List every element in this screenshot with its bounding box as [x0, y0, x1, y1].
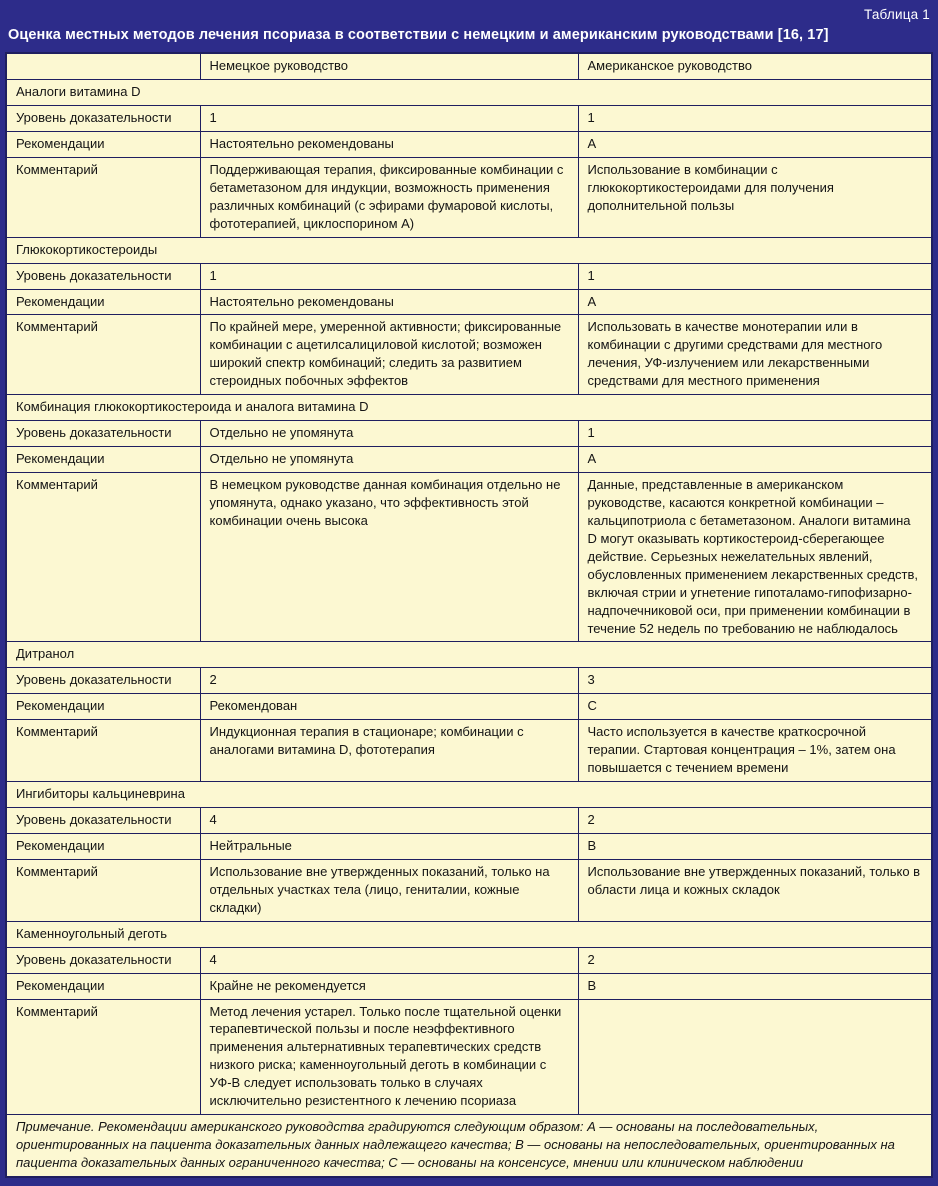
row-label-comment: Комментарий: [6, 720, 200, 782]
row-label-recommendation: Рекомендации: [6, 694, 200, 720]
cell-comment-american: Использование вне утвержденных показаний, только в области лица и кожных складок: [578, 859, 932, 921]
table-row: [6, 473, 932, 642]
row-label-comment: Комментарий: [6, 315, 200, 395]
section-title: Аналоги витамина D: [6, 80, 932, 106]
table-row: [6, 720, 932, 782]
cell-recommendation-american: А: [578, 447, 932, 473]
row-label-recommendation: Рекомендации: [6, 131, 200, 157]
row-label-evidence: Уровень доказательности: [6, 668, 200, 694]
section-title: Глюкокортикостероиды: [6, 237, 932, 263]
section-header-row: [6, 237, 932, 263]
table-row: [6, 131, 932, 157]
page-title: Оценка местных методов лечения псориаза в соответствии с немецким и американским руководствами [16, 17]: [8, 27, 829, 43]
row-label-evidence: Уровень доказательности: [6, 421, 200, 447]
cell-comment-german: В немецком руководстве данная комбинация отдельно не упомянута, однако указано, что эффективность этой комбинации очень высока: [200, 473, 578, 642]
table-row: [6, 999, 932, 1115]
cell-evidence-american: 2: [578, 808, 932, 834]
table-row: [6, 694, 932, 720]
cell-comment-american: [578, 999, 932, 1115]
cell-evidence-german: 4: [200, 808, 578, 834]
cell-evidence-german: Отдельно не упомянута: [200, 421, 578, 447]
cell-recommendation-german: Рекомендован: [200, 694, 578, 720]
cell-comment-german: Индукционная терапия в стационаре; комбинации с аналогами витамина D, фототерапия: [200, 720, 578, 782]
section-header-row: [6, 395, 932, 421]
section-title: Ингибиторы кальциневрина: [6, 782, 932, 808]
row-label-recommendation: Рекомендации: [6, 289, 200, 315]
cell-recommendation-american: А: [578, 289, 932, 315]
cell-comment-german: Поддерживающая терапия, фиксированные комбинации с бетаметазоном для индукции, возможность применения различных комбинаций (с эфирами фумаровой кислоты, фототерапией, циклоспорином А): [200, 157, 578, 237]
section-header-row: [6, 921, 932, 947]
cell-evidence-american: 1: [578, 421, 932, 447]
row-label-recommendation: Рекомендации: [6, 973, 200, 999]
cell-recommendation-american: В: [578, 973, 932, 999]
cell-recommendation-american: С: [578, 694, 932, 720]
table-row: [6, 947, 932, 973]
table-row: [6, 447, 932, 473]
table-row: [6, 157, 932, 237]
row-label-recommendation: Рекомендации: [6, 447, 200, 473]
section-title: Комбинация глюкокортикостероида и аналога витамина D: [6, 395, 932, 421]
section-title: Каменноугольный деготь: [6, 921, 932, 947]
table-row: [6, 833, 932, 859]
cell-comment-german: Использование вне утвержденных показаний, только на отдельных участках тела (лицо, гениталии, кожные складки): [200, 859, 578, 921]
table-row: [6, 973, 932, 999]
table-row: [6, 315, 932, 395]
cell-recommendation-german: Отдельно не упомянута: [200, 447, 578, 473]
section-header-row: [6, 80, 932, 106]
column-header-row: [6, 53, 932, 79]
cell-evidence-american: 1: [578, 263, 932, 289]
cell-recommendation-german: Настоятельно рекомендованы: [200, 289, 578, 315]
cell-evidence-german: 1: [200, 263, 578, 289]
document-header: [5, 0, 933, 52]
section-header-row: [6, 642, 932, 668]
cell-evidence-german: 2: [200, 668, 578, 694]
cell-comment-american: Использование в комбинации с глюкокортикостероидами для получения дополнительной пользы: [578, 157, 932, 237]
table-row: [6, 106, 932, 132]
table-row: [6, 859, 932, 921]
cell-recommendation-american: А: [578, 131, 932, 157]
note-row: [6, 1115, 932, 1177]
table-row: [6, 289, 932, 315]
cell-comment-german: Метод лечения устарел. Только после тщательной оценки терапевтической пользы и после неэффективного применения альтернативных терапевтических средств низкого риска; каменноугольный деготь в комбинации с УФ-В следует использовать только в случаях исключительно резистентного к лечению псориаза: [200, 999, 578, 1115]
table-row: [6, 808, 932, 834]
cell-evidence-german: 1: [200, 106, 578, 132]
row-label-comment: Комментарий: [6, 473, 200, 642]
table-footnote: Примечание. Рекомендации американского руководства градируются следующим образом: А — основаны на последовательных, ориентированных на пациента доказательных данных надлежащего качества; В — основаны на непоследовательных, ориентированных на пациента доказательных данных ограниченного качества; С — основаны на консенсусе, мнении или клиническом наблюдении: [6, 1115, 932, 1177]
column-header-empty: [6, 53, 200, 79]
guidelines-comparison-table: [5, 52, 933, 1178]
row-label-comment: Комментарий: [6, 157, 200, 237]
row-label-evidence: Уровень доказательности: [6, 106, 200, 132]
row-label-evidence: Уровень доказательности: [6, 263, 200, 289]
column-header-american: Американское руководство: [578, 53, 932, 79]
section-header-row: [6, 782, 932, 808]
table-row: [6, 263, 932, 289]
cell-recommendation-german: Крайне не рекомендуется: [200, 973, 578, 999]
table-number-label: Таблица 1: [864, 7, 930, 22]
row-label-comment: Комментарий: [6, 999, 200, 1115]
cell-comment-american: Использовать в качестве монотерапии или в комбинации с другими средствами для местного лечения, УФ-излучением или лекарственными средствами для местного применения: [578, 315, 932, 395]
cell-evidence-american: 2: [578, 947, 932, 973]
cell-comment-german: По крайней мере, умеренной активности; фиксированные комбинации с ацетилсалициловой кислотой; возможен широкий спектр комбинаций; следить за развитием стероидных побочных эффектов: [200, 315, 578, 395]
table-row: [6, 421, 932, 447]
cell-recommendation-german: Настоятельно рекомендованы: [200, 131, 578, 157]
table-row: [6, 668, 932, 694]
row-label-evidence: Уровень доказательности: [6, 808, 200, 834]
column-header-german: Немецкое руководство: [200, 53, 578, 79]
cell-evidence-american: 1: [578, 106, 932, 132]
cell-recommendation-american: В: [578, 833, 932, 859]
row-label-evidence: Уровень доказательности: [6, 947, 200, 973]
row-label-comment: Комментарий: [6, 859, 200, 921]
row-label-recommendation: Рекомендации: [6, 833, 200, 859]
cell-recommendation-german: Нейтральные: [200, 833, 578, 859]
cell-evidence-german: 4: [200, 947, 578, 973]
cell-evidence-american: 3: [578, 668, 932, 694]
section-title: Дитранол: [6, 642, 932, 668]
cell-comment-american: Часто используется в качестве краткосрочной терапии. Стартовая концентрация – 1%, затем она повышается с течением времени: [578, 720, 932, 782]
cell-comment-american: Данные, представленные в американском руководстве, касаются конкретной комбинации – кальципотриола с бетаметазоном. Аналоги витамина D могут оказывать кортикостероид-сберегающее действие. Серьезных нежелательных явлений, обусловленных применением лекарственных средств, включая стрии и угнетение гипоталамо-гипофизарно-надпочечниковой оси, при применении комбинации в течение 52 недель по требованию не наблюдалось: [578, 473, 932, 642]
